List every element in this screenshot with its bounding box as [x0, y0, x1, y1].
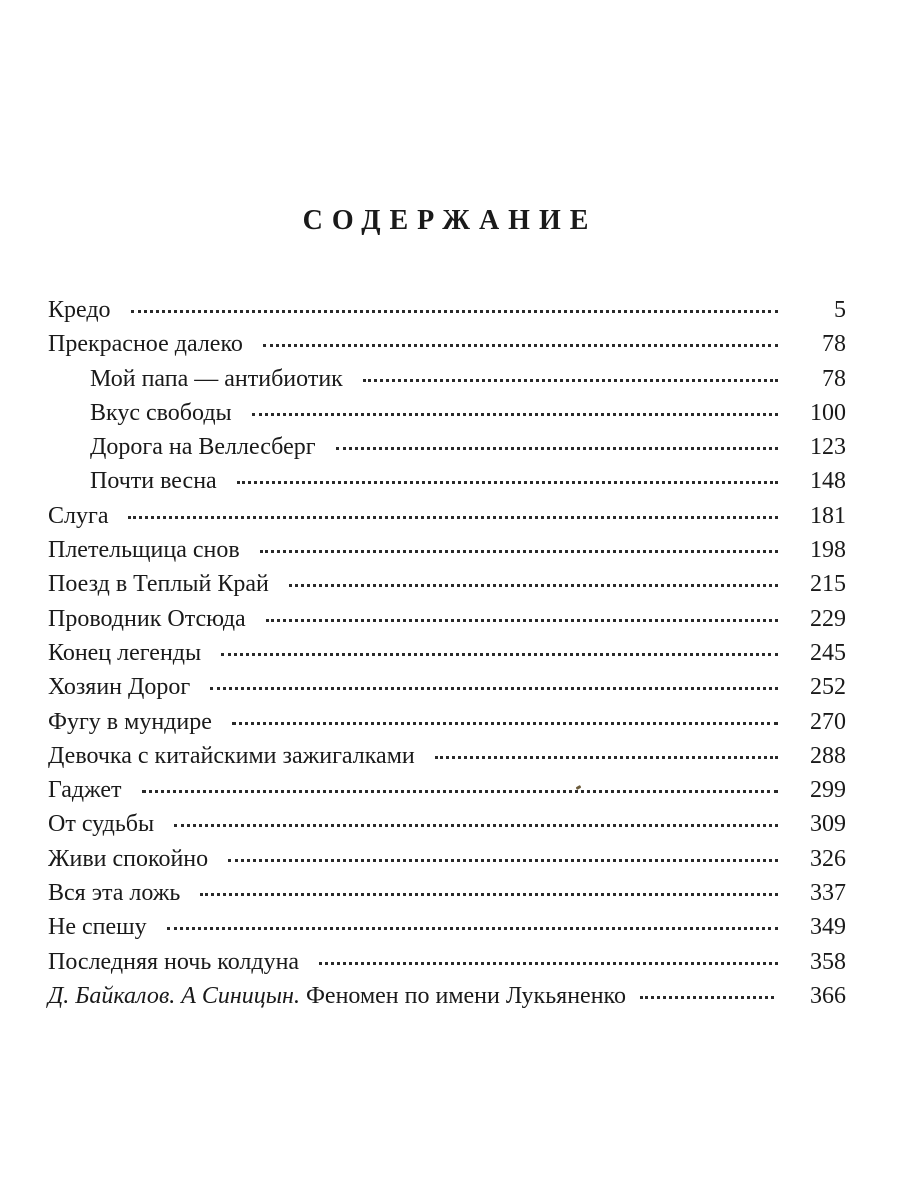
- toc-entry-credo: [48, 293, 846, 327]
- table-of-contents: [48, 293, 846, 1013]
- dot-leader: [289, 584, 778, 587]
- dot-leader: [260, 550, 778, 553]
- toc-entry-title: Фугу в мундире: [48, 708, 212, 735]
- toc-entry-page: 252: [810, 674, 846, 701]
- toc-entry-title: Конец легенды: [48, 639, 202, 666]
- toc-entry-page: 78: [822, 365, 846, 392]
- toc-entry-title: Кредо: [48, 297, 111, 323]
- dot-leader: [221, 653, 778, 656]
- toc-entry-devochka: [48, 739, 846, 773]
- page-title: СОДЕРЖАНИЕ: [302, 204, 598, 236]
- dot-leader: [210, 687, 778, 690]
- toc-entry-title: Вся эта ложь: [48, 880, 181, 907]
- dot-leader: [142, 790, 778, 793]
- toc-entry-page: 181: [810, 502, 846, 529]
- toc-entry-provodnik: [48, 602, 846, 636]
- toc-subentry-pochti-vesna: [48, 464, 846, 498]
- toc-entry-title: Не спешу: [48, 914, 147, 941]
- toc-entry-title: Почти весна: [90, 468, 217, 495]
- toc-entry-title: Хозяин Дорог: [48, 674, 191, 701]
- dot-leader: [174, 824, 778, 827]
- toc-entry-title: Плетельщица снов: [48, 537, 240, 564]
- dot-leader: [336, 447, 778, 450]
- dot-leader: [200, 893, 778, 896]
- toc-entry-title: Феномен по имени Лукьяненко: [305, 982, 626, 1009]
- toc-entry-page: 309: [810, 811, 846, 838]
- toc-entry-page: 5: [834, 297, 846, 323]
- toc-entry-page: 288: [810, 742, 846, 769]
- toc-entry-title: Проводник Отсюда: [48, 605, 246, 632]
- toc-entry-page: 337: [810, 880, 846, 907]
- toc-entry-poslednyaya-noch: [48, 945, 846, 979]
- toc-entry-ne-speshu: [48, 910, 846, 944]
- toc-entry-page: 270: [810, 708, 846, 735]
- toc-entry-title: Последняя ночь колдуна: [48, 948, 300, 975]
- toc-entry-title: Слуга: [48, 502, 109, 529]
- toc-entry-page: 299: [810, 777, 846, 804]
- toc-entry-title: Вкус свободы: [90, 399, 232, 426]
- toc-entry-title: От судьбы: [48, 811, 155, 838]
- dot-leader: [131, 310, 778, 313]
- toc-entry-sluga: [48, 499, 846, 533]
- toc-entry-page: 349: [810, 914, 846, 941]
- toc-subentry-vkus-svobody: [48, 396, 846, 430]
- toc-entry-vsya-eta-lozh: [48, 876, 846, 910]
- dot-leader: [640, 996, 774, 999]
- toc-entry-prekrasnoe-daleko: [48, 327, 846, 361]
- dot-leader: [363, 379, 778, 382]
- toc-entry-fenomen: [48, 979, 846, 1013]
- toc-entry-page: 366: [810, 982, 846, 1009]
- toc-entry-title: Гаджет: [48, 777, 122, 804]
- toc-entry-page: 358: [810, 948, 846, 975]
- dot-leader: [237, 481, 778, 484]
- toc-entry-ot-sudby: [48, 807, 846, 841]
- dot-leader: [252, 413, 778, 416]
- dot-leader: [128, 516, 778, 519]
- dot-leader: [319, 962, 778, 965]
- dot-leader: [232, 722, 778, 725]
- toc-entry-page: 326: [810, 845, 846, 872]
- dot-leader: [435, 756, 778, 759]
- toc-entry-page: 78: [822, 331, 846, 358]
- toc-entry-title: Поезд в Теплый Край: [48, 571, 269, 598]
- toc-entry-page: 148: [810, 468, 846, 495]
- toc-entry-fugu: [48, 705, 846, 739]
- toc-entry-page: 229: [810, 605, 846, 632]
- toc-entry-konets-legendy: [48, 636, 846, 670]
- toc-entry-title-with-author: [48, 979, 626, 1013]
- toc-entry-title: Дорога на Веллесберг: [90, 434, 316, 461]
- toc-entry-page: 100: [810, 399, 846, 426]
- toc-entry-title: Прекрасное далеко: [48, 331, 243, 358]
- toc-subentry-moi-papa: [48, 362, 846, 396]
- toc-entry-title: Живи спокойно: [48, 845, 209, 872]
- dot-leader: [167, 927, 778, 930]
- dot-leader: [263, 344, 778, 347]
- toc-entry-author: Д. Байкалов. А Синицын.: [48, 982, 300, 1009]
- toc-entry-title: Девочка с китайскими зажигалками: [48, 742, 415, 769]
- toc-entry-pletelshchitsa-snov: [48, 533, 846, 567]
- toc-entry-title: Мой папа — антибиотик: [90, 365, 343, 392]
- toc-subentry-doroga-na-vellesberg: [48, 430, 846, 464]
- toc-entry-page: 198: [810, 537, 846, 564]
- toc-entry-khozyain-dorog: [48, 670, 846, 704]
- toc-entry-gadzhet: [48, 773, 846, 807]
- toc-entry-page: 123: [810, 434, 846, 461]
- toc-entry-page: 215: [810, 571, 846, 598]
- dot-leader: [228, 859, 778, 862]
- toc-entry-page: 245: [810, 639, 846, 666]
- toc-entry-poezd: [48, 567, 846, 601]
- dot-leader: [266, 619, 778, 622]
- toc-entry-zhivi-spokoino: [48, 842, 846, 876]
